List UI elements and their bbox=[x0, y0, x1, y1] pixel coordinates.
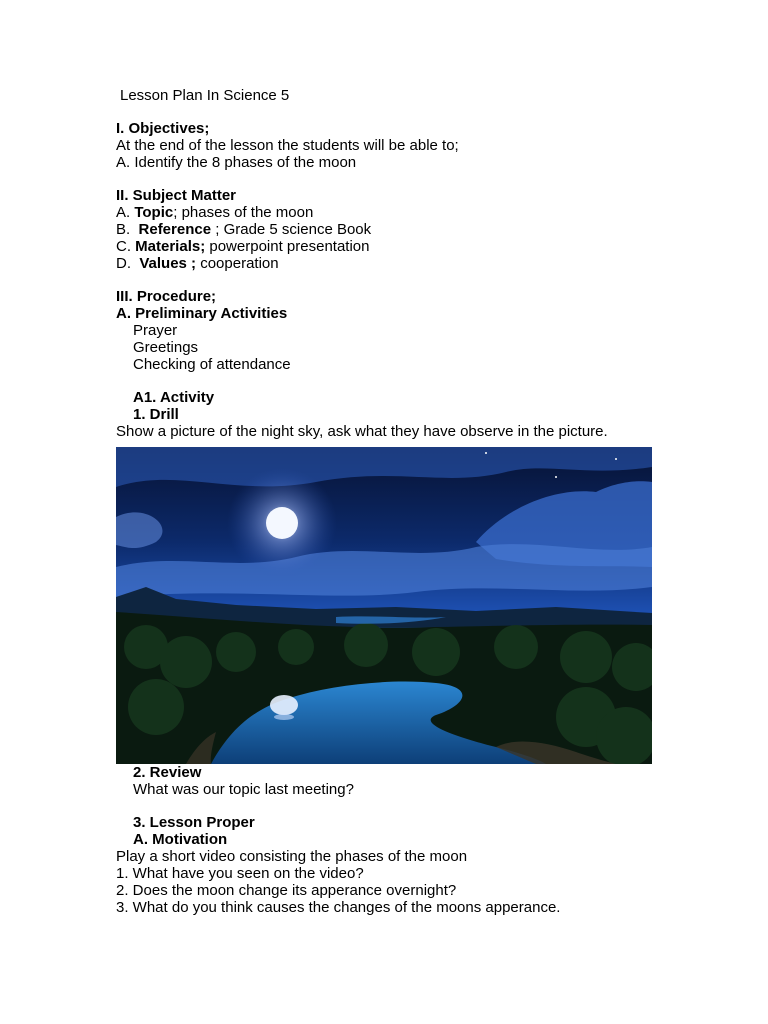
preliminary-item-attendance: Checking of attendance bbox=[133, 356, 291, 373]
preliminary-heading: A. Preliminary Activities bbox=[116, 305, 288, 322]
lesson-proper-heading: 3. Lesson Proper bbox=[133, 814, 255, 831]
subject-item-materials: C. Materials; powerpoint presentation bbox=[116, 238, 370, 255]
motivation-text: Play a short video consisting the phases of the moon bbox=[116, 848, 468, 865]
lesson-plan-document bbox=[116, 87, 716, 916]
night-sky-illustration bbox=[116, 447, 652, 764]
motivation-question: 1. What have you seen on the video? bbox=[116, 865, 364, 882]
motivation-heading: A. Motivation bbox=[133, 831, 228, 848]
objectives-intro: At the end of the lesson the students will be able to; bbox=[116, 137, 459, 154]
procedure-heading: III. Procedure; bbox=[116, 288, 217, 305]
cloud-band bbox=[116, 544, 652, 597]
activity-heading: A1. Activity bbox=[133, 389, 215, 406]
review-question: What was our topic last meeting? bbox=[133, 781, 354, 798]
moon-reflection bbox=[270, 695, 298, 715]
subject-matter-heading: II. Subject Matter bbox=[116, 187, 237, 204]
motivation-question: 3. What do you think causes the changes of the moons apperance. bbox=[116, 899, 561, 916]
review-heading: 2. Review bbox=[133, 764, 202, 781]
objectives-heading: I. Objectives; bbox=[116, 120, 210, 137]
preliminary-item-greetings: Greetings bbox=[133, 339, 199, 356]
page-title: Lesson Plan In Science 5 bbox=[120, 87, 290, 104]
subject-item-topic: A. Topic; phases of the moon bbox=[116, 204, 314, 221]
objective-item: A. Identify the 8 phases of the moon bbox=[116, 154, 357, 171]
subject-item-reference: B. Reference ; Grade 5 science Book bbox=[116, 221, 372, 238]
cloud-top bbox=[116, 447, 652, 487]
cloud-left bbox=[116, 512, 162, 548]
motivation-question: 2. Does the moon change its apperance overnight? bbox=[116, 882, 457, 899]
subject-item-values: D. Values ; cooperation bbox=[116, 255, 279, 272]
moon bbox=[266, 507, 298, 539]
preliminary-item-prayer: Prayer bbox=[133, 322, 178, 339]
night-sky-image bbox=[116, 447, 652, 764]
drill-text: Show a picture of the night sky, ask what they have observe in the picture. bbox=[116, 423, 608, 440]
drill-heading: 1. Drill bbox=[133, 406, 179, 423]
